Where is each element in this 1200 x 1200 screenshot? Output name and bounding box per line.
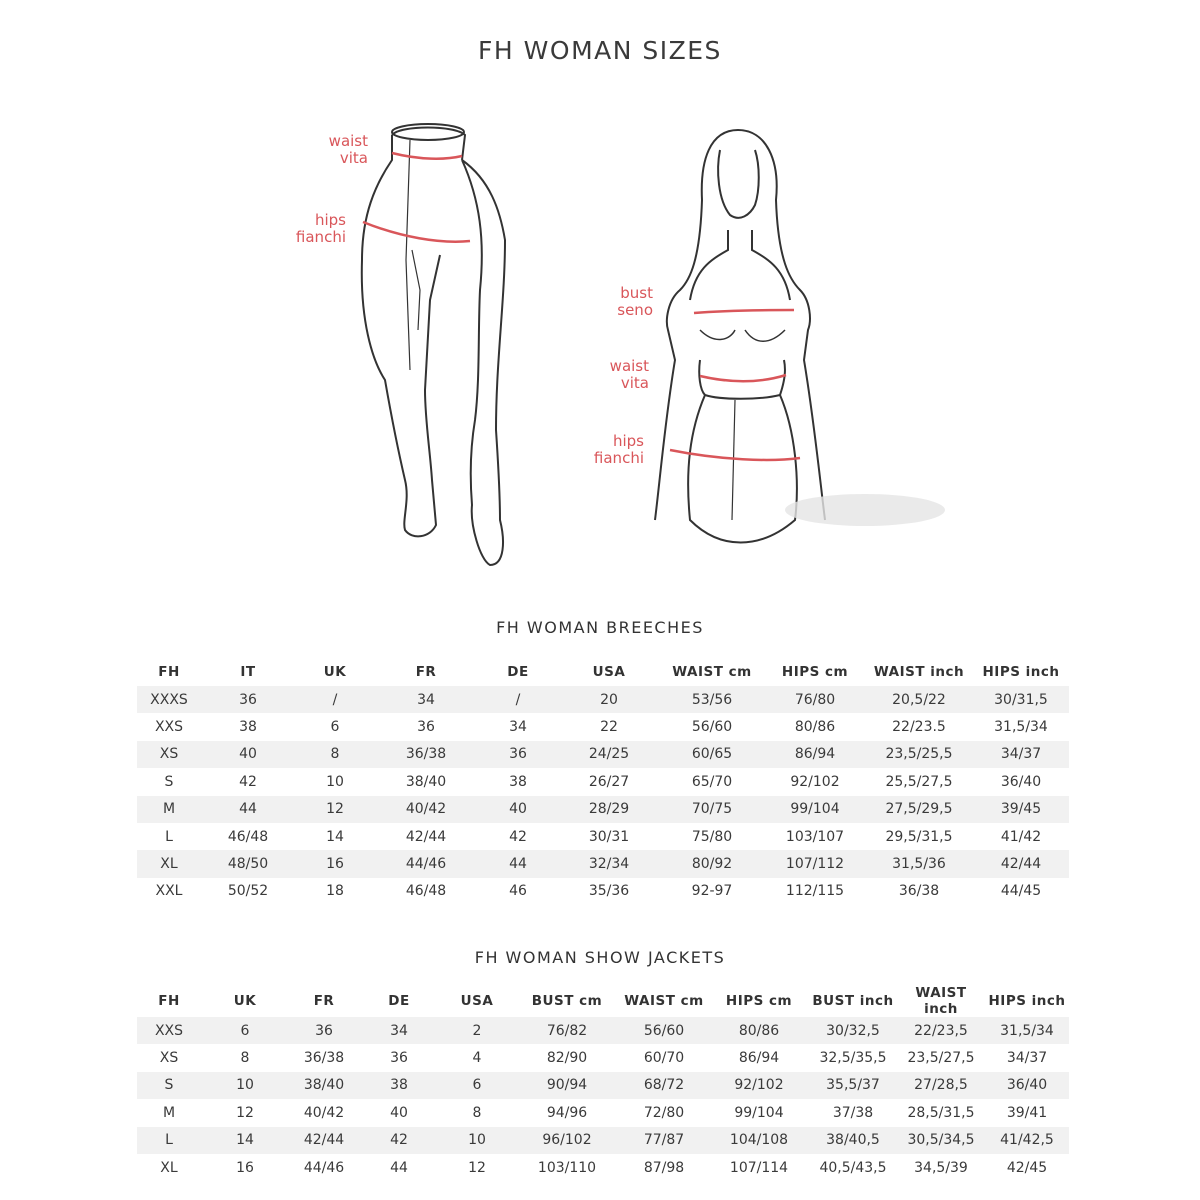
table-cell: 90/94 xyxy=(546,1077,588,1094)
table-cell: 30,5/34,5 xyxy=(907,1132,975,1149)
table-cell: 36/38 xyxy=(898,883,940,900)
table-cell: 16 xyxy=(326,856,344,873)
table-cell: 6 xyxy=(472,1077,482,1094)
table-cell: 14 xyxy=(236,1132,254,1149)
breeches-size-table xyxy=(137,658,1069,905)
table-cell: 6 xyxy=(330,719,340,736)
table-cell: 38/40 xyxy=(303,1077,345,1094)
table-cell: 103/110 xyxy=(537,1159,597,1176)
table-cell: 30/31 xyxy=(588,828,630,845)
table-cell: XXS xyxy=(154,1022,184,1039)
table-cell: 10 xyxy=(326,773,344,790)
table-cell: 38 xyxy=(239,719,257,736)
label-it: fianchi xyxy=(295,228,346,246)
body-hips-label xyxy=(580,433,644,467)
column-header: HIPS cm xyxy=(781,664,849,680)
table-cell: 32/34 xyxy=(588,856,630,873)
table-cell: 44 xyxy=(239,801,257,818)
table-cell: 42 xyxy=(390,1132,408,1149)
column-header: HIPS inch xyxy=(988,993,1066,1009)
table-cell: 6 xyxy=(240,1022,250,1039)
table-cell: 28,5/31,5 xyxy=(907,1104,975,1121)
table-cell: 72/80 xyxy=(643,1104,685,1121)
table-cell: 42/44 xyxy=(303,1132,345,1149)
table-cell: 76/82 xyxy=(546,1022,588,1039)
table-cell: 44 xyxy=(390,1159,408,1176)
table-cell: 107/112 xyxy=(785,856,845,873)
table-cell: 36 xyxy=(417,719,435,736)
table-row xyxy=(137,1072,1069,1099)
table-cell: 36/38 xyxy=(303,1050,345,1067)
table-cell: 87/98 xyxy=(643,1159,685,1176)
table-cell: 77/87 xyxy=(643,1132,685,1149)
table-cell: 44/45 xyxy=(1000,883,1042,900)
column-header: HIPS inch xyxy=(982,664,1060,680)
table-cell: 42/44 xyxy=(405,828,447,845)
table-cell: 42/44 xyxy=(1000,856,1042,873)
label-it: vita xyxy=(620,374,649,392)
table-cell: 70/75 xyxy=(691,801,733,818)
table-cell: 36 xyxy=(239,691,257,708)
table-cell: 31,5/34 xyxy=(994,719,1048,736)
column-header: IT xyxy=(240,664,256,680)
table-cell: 12 xyxy=(236,1104,254,1121)
column-header: WAIST cm xyxy=(624,993,704,1009)
table-cell: 30/32,5 xyxy=(826,1022,880,1039)
table-cell: 38 xyxy=(390,1077,408,1094)
table-cell: 40 xyxy=(390,1104,408,1121)
table-cell: 34 xyxy=(509,719,527,736)
table-cell: 23,5/25,5 xyxy=(885,746,953,763)
table-cell: 44 xyxy=(509,856,527,873)
table-cell: 41/42,5 xyxy=(1000,1132,1054,1149)
table-cell: 14 xyxy=(326,828,344,845)
table-cell: 31,5/34 xyxy=(1000,1022,1054,1039)
measurement-lines-pants xyxy=(363,153,470,242)
table-cell: 56/60 xyxy=(691,719,733,736)
table-cell: 39/41 xyxy=(1006,1104,1048,1121)
table-cell: 80/86 xyxy=(794,719,836,736)
column-header: WAIST inch xyxy=(915,985,967,1017)
table-cell: L xyxy=(165,1132,173,1149)
table-cell: 35,5/37 xyxy=(826,1077,880,1094)
label-en: waist xyxy=(328,132,368,150)
table-cell: 27/28,5 xyxy=(914,1077,968,1094)
table-cell: S xyxy=(164,773,174,790)
column-header: USA xyxy=(460,993,494,1009)
body-bust-label xyxy=(590,285,653,319)
table-cell: 46 xyxy=(509,883,527,900)
table-cell: 10 xyxy=(468,1132,486,1149)
table-cell: 34/37 xyxy=(1006,1050,1048,1067)
table-cell: 18 xyxy=(326,883,344,900)
table-cell: 29,5/31,5 xyxy=(885,828,953,845)
column-header: DE xyxy=(507,664,529,680)
table-cell: XXS xyxy=(154,719,184,736)
label-it: vita xyxy=(339,149,368,167)
table-cell: 68/72 xyxy=(643,1077,685,1094)
table-cell: 8 xyxy=(472,1104,482,1121)
table-cell: XXXS xyxy=(150,691,188,708)
table-cell: 4 xyxy=(472,1050,482,1067)
table-row xyxy=(137,1099,1069,1126)
column-header: WAIST cm xyxy=(672,664,752,680)
table-cell: XS xyxy=(159,746,179,763)
table-cell: 16 xyxy=(236,1159,254,1176)
table-cell: 28/29 xyxy=(588,801,630,818)
table-cell: 65/70 xyxy=(691,773,733,790)
body-drawing xyxy=(655,130,825,543)
table-row xyxy=(137,1127,1069,1154)
table-cell: 80/92 xyxy=(691,856,733,873)
table-cell: 99/104 xyxy=(790,801,840,818)
table-cell: 103/107 xyxy=(785,828,845,845)
table-cell: 40 xyxy=(239,746,257,763)
table-cell: 99/104 xyxy=(734,1104,784,1121)
page-title: FH WOMAN SIZES xyxy=(478,36,722,65)
table-cell: 36 xyxy=(509,746,527,763)
table-cell: 40 xyxy=(509,801,527,818)
table-row xyxy=(137,1017,1069,1044)
table-cell: 80/86 xyxy=(738,1022,780,1039)
table-row xyxy=(137,713,1069,740)
table-cell: 36/38 xyxy=(405,746,447,763)
table-cell: 44/46 xyxy=(405,856,447,873)
column-header: WAIST inch xyxy=(873,664,965,680)
table-cell: 86/94 xyxy=(738,1050,780,1067)
table-cell: 27,5/29,5 xyxy=(885,801,953,818)
table-row xyxy=(137,796,1069,823)
breeches-title: FH WOMAN BREECHES xyxy=(496,618,704,637)
pants-hips-label xyxy=(280,212,346,246)
column-header: FH xyxy=(158,993,180,1009)
column-header: DE xyxy=(388,993,410,1009)
table-cell: 94/96 xyxy=(546,1104,588,1121)
table-cell: 50/52 xyxy=(227,883,269,900)
table-row xyxy=(137,1154,1069,1181)
column-header: FH xyxy=(158,664,180,680)
table-cell: 92-97 xyxy=(691,883,733,900)
table-row xyxy=(137,1044,1069,1071)
table-cell: 38/40,5 xyxy=(826,1132,880,1149)
table-cell: 86/94 xyxy=(794,746,836,763)
label-en: hips xyxy=(612,432,644,450)
table-header-row xyxy=(137,985,1069,1017)
table-cell: 34 xyxy=(390,1022,408,1039)
table-cell: 48/50 xyxy=(227,856,269,873)
table-row xyxy=(137,850,1069,877)
table-cell: XXL xyxy=(155,883,183,900)
table-cell: 26/27 xyxy=(588,773,630,790)
measurement-lines-body xyxy=(670,310,800,460)
table-cell: 34,5/39 xyxy=(914,1159,968,1176)
body-waist-label xyxy=(590,358,649,392)
table-cell: 12 xyxy=(468,1159,486,1176)
table-header-row xyxy=(137,658,1069,686)
label-en: waist xyxy=(609,357,649,375)
column-header: UK xyxy=(323,664,347,680)
table-cell: 46/48 xyxy=(227,828,269,845)
table-cell: 2 xyxy=(472,1022,482,1039)
table-cell: 34 xyxy=(417,691,435,708)
column-header: BUST inch xyxy=(812,993,894,1009)
table-cell: 44/46 xyxy=(303,1159,345,1176)
table-cell: 36/40 xyxy=(1006,1077,1048,1094)
table-cell: 96/102 xyxy=(542,1132,592,1149)
table-cell: 75/80 xyxy=(691,828,733,845)
table-cell: 40,5/43,5 xyxy=(819,1159,887,1176)
table-cell: 36 xyxy=(315,1022,333,1039)
column-header: FR xyxy=(313,993,335,1009)
table-cell: 20,5/22 xyxy=(892,691,946,708)
label-en: bust xyxy=(620,284,653,302)
table-cell: 40/42 xyxy=(303,1104,345,1121)
table-row xyxy=(137,823,1069,850)
table-cell: 41/42 xyxy=(1000,828,1042,845)
table-cell: 12 xyxy=(326,801,344,818)
table-cell: 25,5/27,5 xyxy=(885,773,953,790)
table-cell: 42 xyxy=(509,828,527,845)
table-cell: 38 xyxy=(509,773,527,790)
table-cell: XS xyxy=(159,1050,179,1067)
column-header: BUST cm xyxy=(531,993,603,1009)
table-cell: 42 xyxy=(239,773,257,790)
table-cell: 40/42 xyxy=(405,801,447,818)
table-cell: 22 xyxy=(600,719,618,736)
table-cell: 35/36 xyxy=(588,883,630,900)
table-cell: 60/70 xyxy=(643,1050,685,1067)
table-cell: M xyxy=(162,801,176,818)
table-cell: 53/56 xyxy=(691,691,733,708)
table-cell: 76/80 xyxy=(794,691,836,708)
table-cell: 24/25 xyxy=(588,746,630,763)
table-cell: 10 xyxy=(236,1077,254,1094)
table-row xyxy=(137,741,1069,768)
table-cell: 34/37 xyxy=(1000,746,1042,763)
column-header: UK xyxy=(233,993,257,1009)
table-cell: 46/48 xyxy=(405,883,447,900)
table-cell: XL xyxy=(160,856,178,873)
table-row xyxy=(137,878,1069,905)
table-cell: / xyxy=(515,691,521,708)
jackets-size-table xyxy=(137,985,1069,1181)
table-cell: 112/115 xyxy=(785,883,845,900)
table-cell: 60/65 xyxy=(691,746,733,763)
table-cell: 92/102 xyxy=(790,773,840,790)
table-cell: 39/45 xyxy=(1000,801,1042,818)
leggings-drawing xyxy=(362,124,505,565)
pants-waist-label xyxy=(300,133,368,167)
table-cell: 8 xyxy=(240,1050,250,1067)
table-cell: 92/102 xyxy=(734,1077,784,1094)
table-cell: 36 xyxy=(390,1050,408,1067)
table-row xyxy=(137,686,1069,713)
table-cell: / xyxy=(332,691,338,708)
table-cell: 30/31,5 xyxy=(994,691,1048,708)
table-cell: M xyxy=(162,1104,176,1121)
table-cell: 31,5/36 xyxy=(892,856,946,873)
column-header: FR xyxy=(415,664,437,680)
table-cell: 107/114 xyxy=(729,1159,789,1176)
label-en: hips xyxy=(314,211,346,229)
table-cell: S xyxy=(164,1077,174,1094)
table-cell: 56/60 xyxy=(643,1022,685,1039)
jackets-title: FH WOMAN SHOW JACKETS xyxy=(474,948,726,967)
table-cell: 23,5/27,5 xyxy=(907,1050,975,1067)
table-cell: 22/23,5 xyxy=(914,1022,968,1039)
label-it: fianchi xyxy=(593,449,644,467)
label-it: seno xyxy=(617,301,653,319)
table-cell: L xyxy=(165,828,173,845)
table-cell: 38/40 xyxy=(405,773,447,790)
table-cell: 8 xyxy=(330,746,340,763)
table-cell: 22/23.5 xyxy=(892,719,946,736)
table-row xyxy=(137,768,1069,795)
column-header: HIPS cm xyxy=(725,993,793,1009)
table-cell: 37/38 xyxy=(832,1104,874,1121)
column-header: USA xyxy=(592,664,626,680)
table-cell: 42/45 xyxy=(1006,1159,1048,1176)
table-cell: 104/108 xyxy=(729,1132,789,1149)
table-cell: 20 xyxy=(600,691,618,708)
table-cell: 32,5/35,5 xyxy=(819,1050,887,1067)
table-cell: XL xyxy=(160,1159,178,1176)
table-cell: 36/40 xyxy=(1000,773,1042,790)
table-cell: 82/90 xyxy=(546,1050,588,1067)
